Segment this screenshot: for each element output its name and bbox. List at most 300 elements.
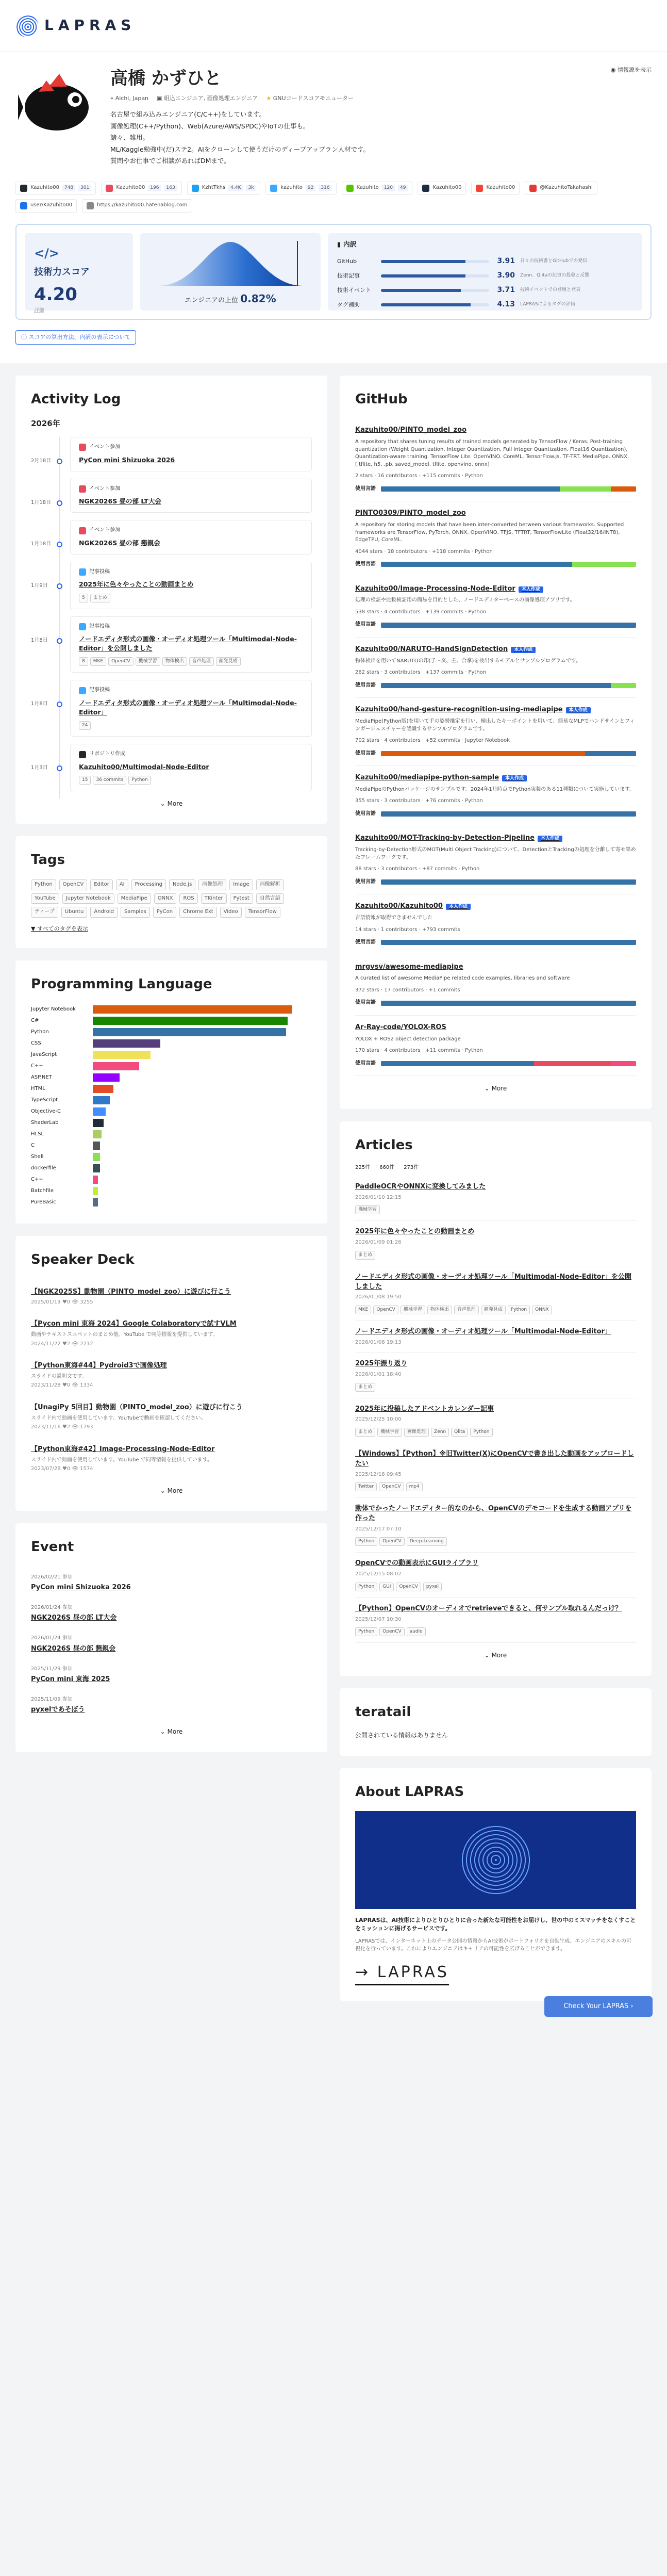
skill-row-name: 技術記事 (337, 272, 360, 279)
tag[interactable]: 機械学習 (355, 1205, 380, 1214)
account-list (15, 182, 652, 213)
tag[interactable]: Video (220, 907, 242, 918)
article-item (355, 1353, 636, 1398)
language-label: 使用言語 (355, 1000, 376, 1006)
activity-kind (79, 751, 303, 758)
service-icon (20, 202, 27, 209)
language-bar (381, 562, 636, 567)
skill-row-bar (381, 289, 489, 292)
language-bar (93, 1017, 288, 1025)
repo-title[interactable] (355, 773, 636, 783)
tag[interactable]: OpenCV (379, 1482, 404, 1491)
tag[interactable]: OpenCV (373, 1306, 398, 1314)
activity-box[interactable] (70, 744, 312, 791)
timeline-dot (52, 744, 70, 791)
follow-count: 4.4K (228, 185, 243, 191)
language-bar (93, 1051, 151, 1059)
tag[interactable]: Editor (90, 879, 113, 890)
language-bar (93, 1142, 100, 1150)
more-button[interactable]: ⌄ More (160, 1487, 183, 1494)
repo-name[interactable]: Kazuhito00/NARUTO-HandSignDetection (355, 645, 508, 653)
tag[interactable]: Deep-Learning (407, 1537, 447, 1546)
service-icon (87, 202, 94, 209)
repo-title[interactable] (355, 426, 636, 435)
skill-title: 技術力スコア (34, 266, 90, 278)
deck-desc: スライド内で動画を使用しています。YouTube で同等情報を提供しています。 (31, 1457, 212, 1463)
tag[interactable]: Samples (121, 907, 150, 918)
score-calc-link[interactable]: ⓘ スコアの算出方法、内訳の表示について (15, 330, 136, 345)
repo-name[interactable]: Kazuhito00/hand-gesture-recognition-using-mediapipe (355, 706, 563, 714)
article-tags (355, 1537, 636, 1546)
event-title[interactable]: PyCon mini Shizuoka 2026 (31, 1584, 131, 1592)
event-item (31, 1658, 312, 1689)
tag[interactable]: Python (508, 1306, 530, 1314)
more-button[interactable]: ⌄ More (160, 1728, 183, 1736)
deck-title[interactable]: 【UnagiPy 5回目】動物園（PINTO_model_zoo）に遊びに行こう (31, 1403, 243, 1411)
activity-kind (79, 444, 303, 451)
activity-box[interactable] (70, 479, 312, 513)
repo-language (355, 878, 636, 886)
activity-box[interactable] (70, 562, 312, 609)
tag[interactable]: Chrome Ext (179, 907, 217, 918)
article-date: 2026/01/01 18:40 (355, 1372, 402, 1378)
activity-title[interactable]: 2025年に色々やったことの動画まとめ (79, 580, 194, 589)
repo-item (355, 418, 636, 501)
event-title[interactable]: NGK2026S 昼の部 LT大会 (31, 1614, 117, 1622)
more-button[interactable]: ⌄ More (160, 800, 183, 807)
stat: 273件 (404, 1165, 419, 1171)
event-item (31, 1597, 312, 1627)
tag[interactable]: Python (355, 1583, 377, 1591)
tag[interactable]: mp4 (406, 1482, 423, 1491)
skill-row-fill (381, 260, 465, 263)
article-title[interactable]: ノードエディタ形式の画像・オーディオ処理ツール「Multimodal-Node-Editor」 (355, 1327, 612, 1335)
account-name: kazuhito (280, 185, 303, 191)
event-title[interactable]: pyxelであそぼう (31, 1706, 85, 1714)
article-title[interactable]: 2025年に色々やったことの動画まとめ (355, 1228, 475, 1236)
source-info-link[interactable]: ◉ 情報源を表示 (610, 67, 652, 73)
tag[interactable]: Jupyter Notebook (62, 893, 114, 904)
language-segment (381, 751, 585, 756)
follower-count: 163 (164, 185, 177, 191)
deck-stats: 2025/01/19 ♥0 👁 3255 (31, 1299, 93, 1305)
language-label: 使用言語 (355, 939, 376, 945)
owner-badge: 本人作成 (538, 836, 562, 842)
event-date: 2026/02/21 参加 (31, 1574, 73, 1580)
activity-kind-icon (79, 527, 86, 534)
about-body: LAPRASでは、インターネット上のデータ公開の情報からAI技術がポートフォリオを自動生成、エンジニアのスキルの可視化を行っています。これによりエンジニアはキャリアの可能性を広げることができます。 (355, 1938, 632, 1952)
event-title[interactable]: PyCon mini 東海 2025 (31, 1675, 110, 1684)
language-row (31, 1197, 312, 1208)
activity-item (31, 616, 312, 673)
repo-title[interactable] (355, 509, 636, 518)
language-name: Batchfile (31, 1187, 54, 1194)
owner-badge: 本人作成 (446, 904, 471, 910)
activity-kind-icon (79, 623, 86, 630)
language-bar (93, 1187, 98, 1195)
skill-row (337, 283, 633, 298)
repo-title[interactable] (355, 963, 636, 972)
event-item (31, 1627, 312, 1658)
article-title[interactable]: 【Windows】【Python】※旧Twitter(X)にOpenCVで書き出した動画をアップロードしたい (355, 1450, 634, 1468)
tag[interactable]: 画像解析 (256, 879, 284, 890)
tag[interactable]: 顔発見成 (481, 1306, 506, 1314)
language-bar (381, 486, 636, 492)
skill-value: 4.20 (34, 284, 77, 305)
repo-title[interactable] (355, 705, 636, 715)
tag: OpenCV (108, 657, 133, 666)
language-bar (381, 683, 636, 688)
service-icon (20, 185, 27, 192)
logo-text: LAPRAS (44, 17, 136, 34)
account-chip[interactable] (82, 199, 192, 213)
tag[interactable]: OpenCV (396, 1583, 421, 1591)
repo-language (355, 1060, 636, 1068)
language-label: 使用言語 (355, 1060, 376, 1066)
article-item (355, 1221, 636, 1266)
activity-title[interactable]: NGK2026S 昼の部 懇親会 (79, 539, 160, 547)
repo-meta: 2 stars · 16 contributors · +115 commits · Python (355, 473, 483, 479)
repo-language (355, 561, 636, 568)
account-chip[interactable] (342, 182, 413, 195)
skill-row-fill (381, 274, 465, 278)
article-date: 2026/01/10 12:15 (355, 1194, 402, 1200)
deck-title[interactable]: 【Python東海#44】Pydroid3で画像処理 (31, 1362, 167, 1369)
repo-name[interactable]: Ar-Ray-code/YOLOX-ROS (355, 1023, 446, 1031)
language-bar (93, 1198, 98, 1207)
skill-row-score: 3.71 (497, 286, 515, 295)
activity-title[interactable]: NGK2026S 昼の部 LT大会 (79, 497, 161, 506)
activity-kind (79, 527, 303, 534)
article-item (355, 1498, 636, 1553)
activity-box[interactable] (70, 437, 312, 471)
repo-desc: A repository that shares tuning results of trained models generated by TensorFlow / Keras. Post-training quantization (Weight Quantization, Integer Quantization, Full Integer Quantization, Float16 Quantization), Quantization-aware training. TensorFlow Lite. OpenVINO. CoreML. TensorFlow.js. TF-TRT. MediaPipe. ONNX. [.tflite, h5, .pb, saved_model, tflite, openvino, onnx] (355, 439, 629, 467)
article-item (355, 1176, 636, 1221)
tag[interactable]: Node.js (169, 879, 195, 890)
article-title[interactable]: ノードエディタ形式の画像・オーディオ処理ツール「Multimodal-Node-Editor」を公開しました (355, 1273, 632, 1291)
activity-kind-label: イベント参加 (89, 527, 120, 533)
deck-title[interactable]: 【Python東海#42】Image-Processing-Node-Editor (31, 1445, 215, 1453)
tag[interactable]: ONNX (154, 893, 177, 904)
tag[interactable]: pyxel (423, 1583, 442, 1591)
deck-stats: 2023/11/16 ♥2 👁 1793 (31, 1424, 93, 1430)
tag[interactable]: PyCon (153, 907, 176, 918)
stat: 225件 (355, 1165, 371, 1171)
deck-desc: スライド内で動画を使用しています。YouTubeで動画を確認してください。 (31, 1415, 206, 1421)
account-name: Kazuhito00 (432, 185, 462, 191)
language-row (31, 1117, 312, 1129)
activity-box[interactable] (70, 520, 312, 555)
about-brand[interactable]: → LAPRAS (355, 1961, 449, 1985)
service-icon (192, 185, 199, 192)
account-name: Kazuhito (356, 185, 379, 191)
account-chip[interactable] (418, 182, 466, 195)
tag[interactable]: audio (407, 1627, 426, 1636)
timeline-dot (52, 562, 70, 609)
tag[interactable]: Python (470, 1428, 492, 1437)
activity-box[interactable] (70, 616, 312, 673)
language-segment (381, 623, 636, 628)
event-title[interactable]: NGK2026S 昼の部 懇親会 (31, 1644, 116, 1653)
repo-meta: 14 stars · 1 contributors · +793 commits (355, 926, 460, 933)
activity-kind-label: イベント参加 (89, 444, 120, 450)
job-title: ▣ 組込エンジニア, 画像処理エンジニア (157, 95, 258, 102)
timeline-dot (52, 437, 70, 471)
bio (110, 109, 370, 167)
article-item (355, 1321, 636, 1353)
repo-name[interactable]: Kazuhito00/PINTO_model_zoo (355, 426, 467, 434)
tag[interactable]: ROS (179, 893, 197, 904)
activity-kind (79, 485, 303, 493)
account-chip[interactable] (15, 199, 77, 213)
about-lead: LAPRASは、AI技術によりひとりひとりに合った新たな可能性をお届けし、世の中のミスマッチをなくすことをミッションに掲げるサービスです。 (355, 1917, 636, 1932)
repo-title[interactable] (355, 1023, 636, 1033)
language-segment (611, 1061, 637, 1066)
tag[interactable]: 画像処理 (198, 879, 226, 890)
activity-title[interactable]: Kazuhito00/Multimodal-Node-Editor (79, 762, 209, 771)
account-chip[interactable] (101, 182, 181, 195)
activity-kind-icon (79, 687, 86, 694)
article-item (355, 1443, 636, 1498)
repo-item (355, 766, 636, 826)
tag[interactable]: TensorFlow (245, 907, 280, 918)
repo-meta: 170 stars · 4 contributors · +11 commits · Python (355, 1048, 483, 1054)
code-icon: </> (34, 246, 59, 260)
tag[interactable]: GUI (379, 1583, 394, 1591)
language-bar (93, 1176, 98, 1184)
article-title[interactable]: OpenCVでの動画表示にGUIライブラリ (355, 1559, 479, 1568)
activity-kind-label: 記事投稿 (89, 623, 110, 629)
tag: 5 (79, 594, 88, 602)
tag[interactable]: MediaPipe (118, 893, 151, 904)
language-row (31, 1140, 312, 1151)
repo-item (355, 698, 636, 766)
repo-item (355, 577, 636, 638)
activity-item (31, 479, 312, 513)
more-button[interactable]: ⌄ More (484, 1652, 507, 1659)
tag[interactable]: OpenCV (379, 1627, 404, 1636)
fingerprint-icon (460, 1824, 532, 1896)
article-title[interactable]: 動体でかったノードエディター的なのから、OpenCVのデモコードを生成する動画アプリを作った (355, 1505, 632, 1523)
tag[interactable]: Image (229, 879, 253, 890)
repo-title[interactable] (355, 902, 636, 911)
language-bar (381, 879, 636, 885)
deck-title[interactable]: 【Pycon mini 東海 2024】Google Colaboratoryで試すVLM (31, 1320, 237, 1328)
tag: 15 (79, 776, 91, 785)
tag[interactable]: OpenCV (379, 1537, 404, 1546)
left-column (15, 376, 327, 2001)
follow-count: 120 (382, 185, 395, 191)
tag[interactable]: 音声処理 (454, 1306, 479, 1314)
language-label: 使用言語 (355, 561, 376, 567)
activity-title: Activity Log (31, 391, 121, 407)
top-bar (0, 0, 667, 52)
repo-name[interactable]: Kazuhito00/MOT-Tracking-by-Detection-Pipeline (355, 834, 535, 842)
account-chip[interactable] (525, 182, 597, 195)
article-title[interactable]: PaddleOCRやONNXに変換してみました (355, 1182, 486, 1191)
tag[interactable]: まとめ (355, 1383, 375, 1392)
activity-tags (79, 594, 303, 602)
language-row (31, 1038, 312, 1049)
activity-title[interactable]: PyCon mini Shizuoka 2026 (79, 455, 175, 464)
service-icon (106, 185, 113, 192)
language-bar (381, 811, 636, 817)
article-title[interactable]: 【Python】OpenCVのオーディオでretrieveできると、何サンプル取れるんだっけ？ (355, 1604, 622, 1612)
repo-name[interactable]: Kazuhito00/Kazuhito00 (355, 902, 443, 910)
activity-kind-label: リポジトリ作成 (89, 751, 125, 757)
activity-item (31, 562, 312, 609)
repo-name[interactable]: mrgvsv/awesome-mediapipe (355, 963, 463, 971)
deck-item (31, 1311, 312, 1353)
language-segment (534, 1061, 611, 1066)
tag[interactable]: ONNX (532, 1306, 552, 1314)
article-tags (355, 1428, 636, 1437)
check-your-lapras-button[interactable]: Check Your LAPRAS › (544, 1996, 653, 2017)
repo-meta: 88 stars · 3 contributors · +87 commits · Python (355, 866, 480, 872)
language-bar (93, 1153, 100, 1161)
activity-date: 2月18日 (31, 458, 52, 464)
activity-title[interactable]: ノードエディタ形式の画像・オーディオ処理ツール「Multimodal-Node-Editor」 (79, 698, 297, 716)
article-tags (355, 1627, 636, 1636)
tag[interactable]: Pytest (230, 893, 253, 904)
repo-desc: A curated list of awesome MediaPipe related code examples, libraries and software (355, 975, 570, 982)
language-name: TypeScript (31, 1097, 58, 1103)
tag[interactable]: 物体検出 (427, 1306, 452, 1314)
language-name: Objective-C (31, 1108, 61, 1114)
language-row (31, 1015, 312, 1026)
tag[interactable]: Qiita (451, 1428, 468, 1437)
skill-row-name: 技術イベント (337, 286, 371, 294)
timeline-dot (52, 680, 70, 737)
tag[interactable]: まとめ (355, 1428, 375, 1437)
repo-language (355, 682, 636, 690)
service-icon (346, 185, 354, 192)
activity-date: 1月18日 (31, 541, 52, 547)
location: ⌖ Aichi, Japan (110, 95, 149, 102)
tag[interactable]: Processing (131, 879, 166, 890)
language-name: Jupyter Notebook (31, 1006, 76, 1012)
tag[interactable]: Zenn (431, 1428, 449, 1437)
tag[interactable]: Ubuntu (61, 907, 88, 918)
language-title: Programming Language (31, 976, 212, 992)
repo-title[interactable] (355, 645, 636, 655)
skill-row-desc: 日々の技術書とGitHubでの発信 (520, 258, 588, 264)
account-chip[interactable] (187, 182, 261, 195)
tag[interactable]: Twitter (355, 1482, 377, 1491)
tag[interactable]: 機械学習 (377, 1428, 402, 1437)
language-name: Shell (31, 1153, 44, 1160)
tags-card (15, 836, 327, 948)
repo-title[interactable] (355, 584, 636, 594)
lapras-banner-image (355, 1811, 636, 1909)
activity-log-card (15, 376, 327, 824)
repo-title[interactable] (355, 834, 636, 843)
tag[interactable]: TKinter (201, 893, 227, 904)
tag[interactable]: まとめ (355, 1251, 375, 1260)
language-bar (381, 1061, 636, 1066)
account-name: Kazuhito00 (116, 185, 145, 191)
language-bar (381, 751, 636, 756)
event-date: 2025/11/29 参加 (31, 1666, 73, 1672)
repo-name[interactable]: PINTO0309/PINTO_model_zoo (355, 509, 466, 517)
repo-meta: 4044 stars · 18 contributors · +118 commits · Python (355, 548, 493, 555)
language-row (31, 1061, 312, 1072)
speaker-deck-card (15, 1236, 327, 1511)
language-bar (93, 1073, 120, 1082)
tag[interactable]: AI (116, 879, 128, 890)
deck-title[interactable]: 【NGK2025S】動物園（PINTO_model_zoo）に遊びに行こう (31, 1287, 231, 1296)
tag[interactable]: YouTube (31, 893, 59, 904)
repo-name[interactable]: Kazuhito00/Image-Processing-Node-Editor (355, 584, 515, 593)
tag[interactable]: Python (355, 1537, 377, 1546)
activity-box[interactable] (70, 680, 312, 737)
account-chip[interactable] (265, 182, 336, 195)
about-title: About LAPRAS (355, 1784, 464, 1800)
more-button[interactable]: ⌄ More (484, 1085, 507, 1093)
bell-curve (153, 237, 308, 288)
follower-count: 3k (246, 185, 256, 191)
repo-language (355, 621, 636, 629)
tag[interactable]: 機械学習 (401, 1306, 425, 1314)
language-bar (93, 1005, 292, 1014)
tag[interactable]: Python (355, 1627, 377, 1636)
tag[interactable]: OpenCV (59, 879, 88, 890)
activity-tags (79, 657, 303, 666)
tag[interactable]: 画像処理 (404, 1428, 429, 1437)
speaker-deck-title: Speaker Deck (31, 1252, 135, 1268)
language-name: dockerfile (31, 1165, 56, 1171)
article-title[interactable]: 2025年振り返り (355, 1360, 408, 1368)
repo-desc: 言語情報が取得できませんでした (355, 915, 432, 921)
tag[interactable]: Python (31, 879, 56, 890)
service-icon (270, 185, 277, 192)
star-icon: ★ (266, 95, 272, 102)
owner-badge: 本人作成 (566, 707, 591, 713)
language-bar (93, 1119, 104, 1127)
language-bar (93, 1085, 113, 1093)
all-tags-link[interactable]: ▼ すべてのタグを表示 (31, 925, 88, 932)
tag: 音声処理 (189, 657, 214, 666)
tag[interactable]: 自然言語 (256, 893, 284, 904)
article-tags (355, 1251, 636, 1260)
skill-row-bar (381, 274, 489, 278)
language-name: C++ (31, 1176, 43, 1182)
skill-detail-link[interactable]: 詳細 (34, 307, 44, 314)
language-name: PureBasic (31, 1199, 56, 1205)
tag[interactable]: ディープ (31, 907, 58, 918)
repo-item (355, 826, 636, 894)
language-segment (381, 879, 636, 885)
follower-count: 316 (319, 185, 331, 191)
account-name: KzhtTkhs (202, 185, 226, 191)
service-icon (422, 185, 429, 192)
activity-date: 1月9日 (31, 582, 48, 589)
language-row (31, 1072, 312, 1083)
tag[interactable]: MKE (355, 1306, 371, 1314)
activity-title[interactable]: ノードエディタ形式の画像・オーディオ処理ツール「Multimodal-Node-Editor」を公開しました (79, 635, 297, 653)
skill-row-bar (381, 303, 489, 306)
logo[interactable] (15, 14, 136, 37)
repo-language (355, 999, 636, 1007)
repo-name[interactable]: Kazuhito00/mediapipe-python-sample (355, 774, 499, 782)
rank-caption: エンジニアの上位 0.82% (185, 292, 276, 305)
timeline-dot (52, 616, 70, 673)
article-title[interactable]: 2025年に投稿したアドベントカレンダー記事 (355, 1405, 494, 1413)
avatar (15, 66, 98, 143)
account-chip[interactable] (15, 182, 96, 195)
tag[interactable]: Android (90, 907, 118, 918)
account-chip[interactable] (471, 182, 520, 195)
